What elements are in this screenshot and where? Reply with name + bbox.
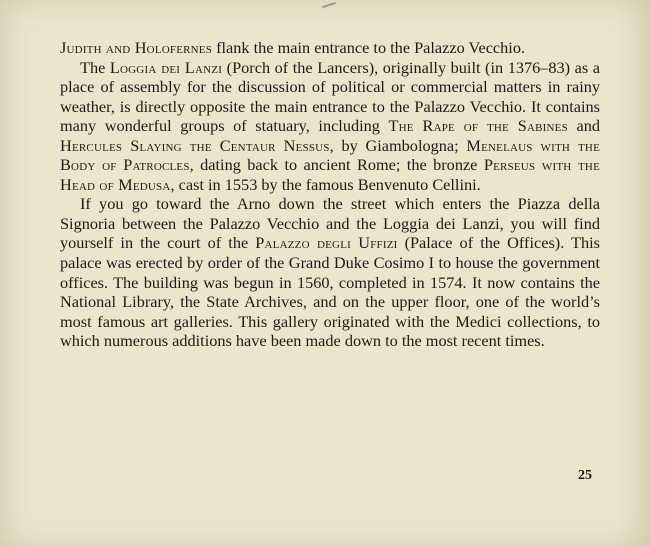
text-run: (Porch of the Lancers), originally built (in 1376–83) as a place of assembly for the discussion of political or commercial matters in rainy weather, is directly opposite the main entrance to the Palazzo Vecchio. It contains many wonderful groups of statuary, including [60,57,600,136]
small-caps-title: The Rape of the Sabines [388,116,568,136]
paragraph-3 [60,194,600,350]
small-caps-title: Menelaus with the Body of Patrocles [60,135,600,175]
small-caps-title: Loggia dei Lanzi [109,57,223,77]
text-run: If you go toward the Arno down the street which enters the Piazza della Signoria between the Palazzo Vecchio and the Loggia dei Lanzi, you will find yourself in the court of the [60,194,600,253]
text-run: , dating back to ancient Rome; the bronze [189,155,484,175]
small-caps-title: Perseus with the Head of Medusa [60,155,600,194]
body-text [60,38,600,351]
small-caps-title: Hercules Slaying the Centaur Nessus [60,135,330,155]
small-caps-title: Palazzo degli Uffizi [255,233,398,253]
text-run: , by Giambologna; [329,135,467,155]
text-run: (Palace of the Offices). This palace was erected by order of the Grand Duke Cosimo I to house the government offices. The building was begun in 1560, completed in 1574. It now contains the National Library, the State Archives, and on the upper floor, one of the world’s most famous art galleries. This gallery originated with the Medici collections, to which numerous additions have been made down to the most recent times. [60,233,600,351]
pen-mark [322,2,336,8]
paragraph-2 [60,58,600,195]
paragraph-1 [60,38,600,58]
text-run: , cast in 1553 by the famous Benvenuto Cellini. [170,174,481,194]
small-caps-title: Judith and Holofernes [60,38,213,57]
page-number: 25 [578,468,592,483]
text-run: and [567,116,601,136]
text-run: The [80,57,110,77]
text-run: flank the main entrance to the Palazzo Vecchio. [212,38,526,57]
